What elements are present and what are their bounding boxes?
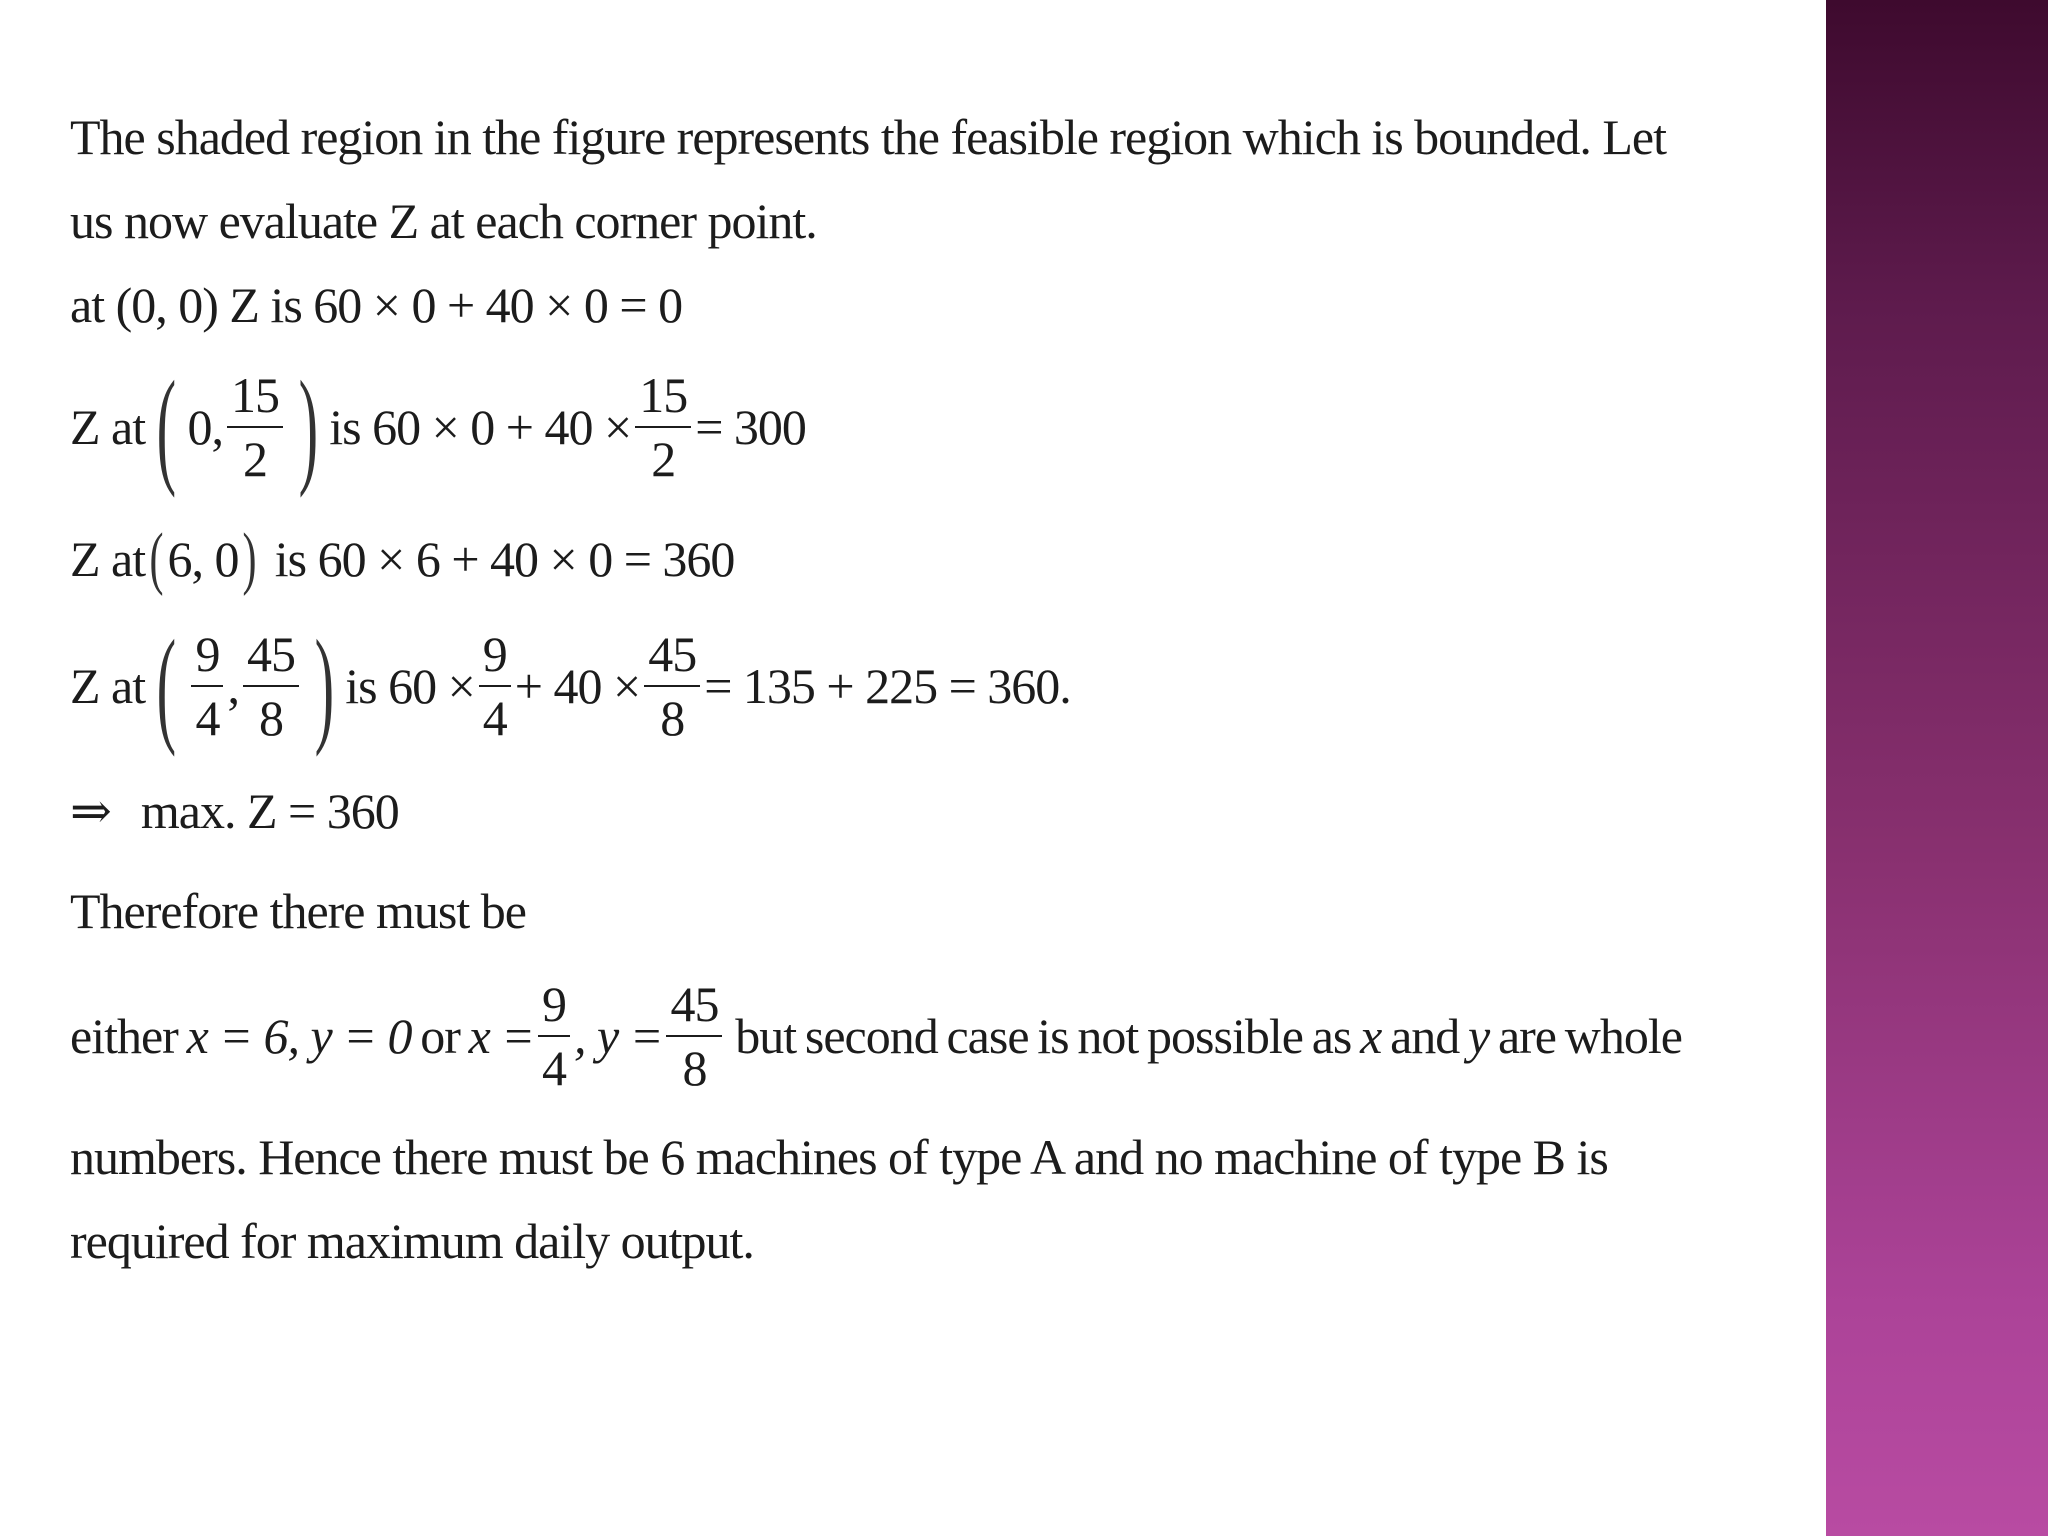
conclusion-line (70, 761, 1690, 861)
either-eq2: x = $\frac{9}{4}$ , y = $\frac{45}{8}$ (469, 979, 727, 1093)
eval-point-4-line: Z at ( $\frac{9}{4}$ , $\frac{45}{8}$ ) is 60 × $\frac{9}{4}$ + 40 × $\frac{45}{8}$ = 135 + 225 = 360. (70, 614, 1071, 758)
eval3-prefix: Z at (70, 531, 146, 587)
eval4-term1-fraction: $\frac{9}{4}$ (479, 629, 511, 743)
eval3-coord: 6, 0 (167, 531, 239, 587)
conclusion-text: max. Z = 360 (140, 783, 399, 839)
eval2-mid: is 60 × 0 + 40 × (329, 399, 632, 455)
therefore-line: Therefore there must be (70, 883, 526, 939)
eval4-mid2: + 40 × (514, 658, 641, 714)
slide-content (70, 95, 1690, 1283)
eval2-coord-first: 0, (187, 399, 223, 455)
implies-arrow: ⇒ (70, 783, 111, 839)
eval4-term2-fraction: $\frac{45}{8}$ (644, 629, 700, 743)
eval-point-2-line: Z at ( 0, $\frac{15}{2}$ ) is 60 × 0 + 40 × $\frac{15}{2}$ = 300 (70, 355, 806, 499)
eval2-result: = 300 (695, 399, 806, 455)
eval3-rest: is 60 × 6 + 40 × 0 = 360 (274, 531, 735, 587)
eval4-coord-x-fraction: $\frac{9}{4}$ (191, 629, 223, 743)
intro-paragraph: The shaded region in the figure represents the feasible region which is bounded. Let us now evaluate Z at each corner point. (70, 109, 1667, 249)
eval-point-3-line: Z at ( 6, 0 ) is 60 × 6 + 40 × 0 = 360 (70, 507, 1690, 611)
final-paragraph: numbers. Hence there must be 6 machines of type A and no machine of type B is required for maximum daily output. (70, 1129, 1608, 1269)
eval2-prefix: Z at (70, 399, 146, 455)
eval4-result: = 135 + 225 = 360. (704, 658, 1071, 714)
eval-origin-line: at (0, 0) Z is 60 × 0 + 40 × 0 = 0 (70, 277, 683, 333)
either-eq1: x = 6, y = 0 (186, 1008, 412, 1064)
eval4-prefix: Z at (70, 658, 146, 714)
either-line: either x = 6, y = 0 or x = $\frac{9}{4}$ , y = $\frac{45}{8}$ but second case is not possible as x and y are whole (70, 976, 1682, 1096)
decorative-side-bar (1826, 0, 2048, 1536)
eval2-term-fraction: $\frac{15}{2}$ (635, 370, 691, 484)
eval4-mid1: is 60 × (345, 658, 475, 714)
eval2-coord-fraction: $\frac{15}{2}$ (227, 370, 283, 484)
eval4-coord-y-fraction: $\frac{45}{8}$ (243, 629, 299, 743)
